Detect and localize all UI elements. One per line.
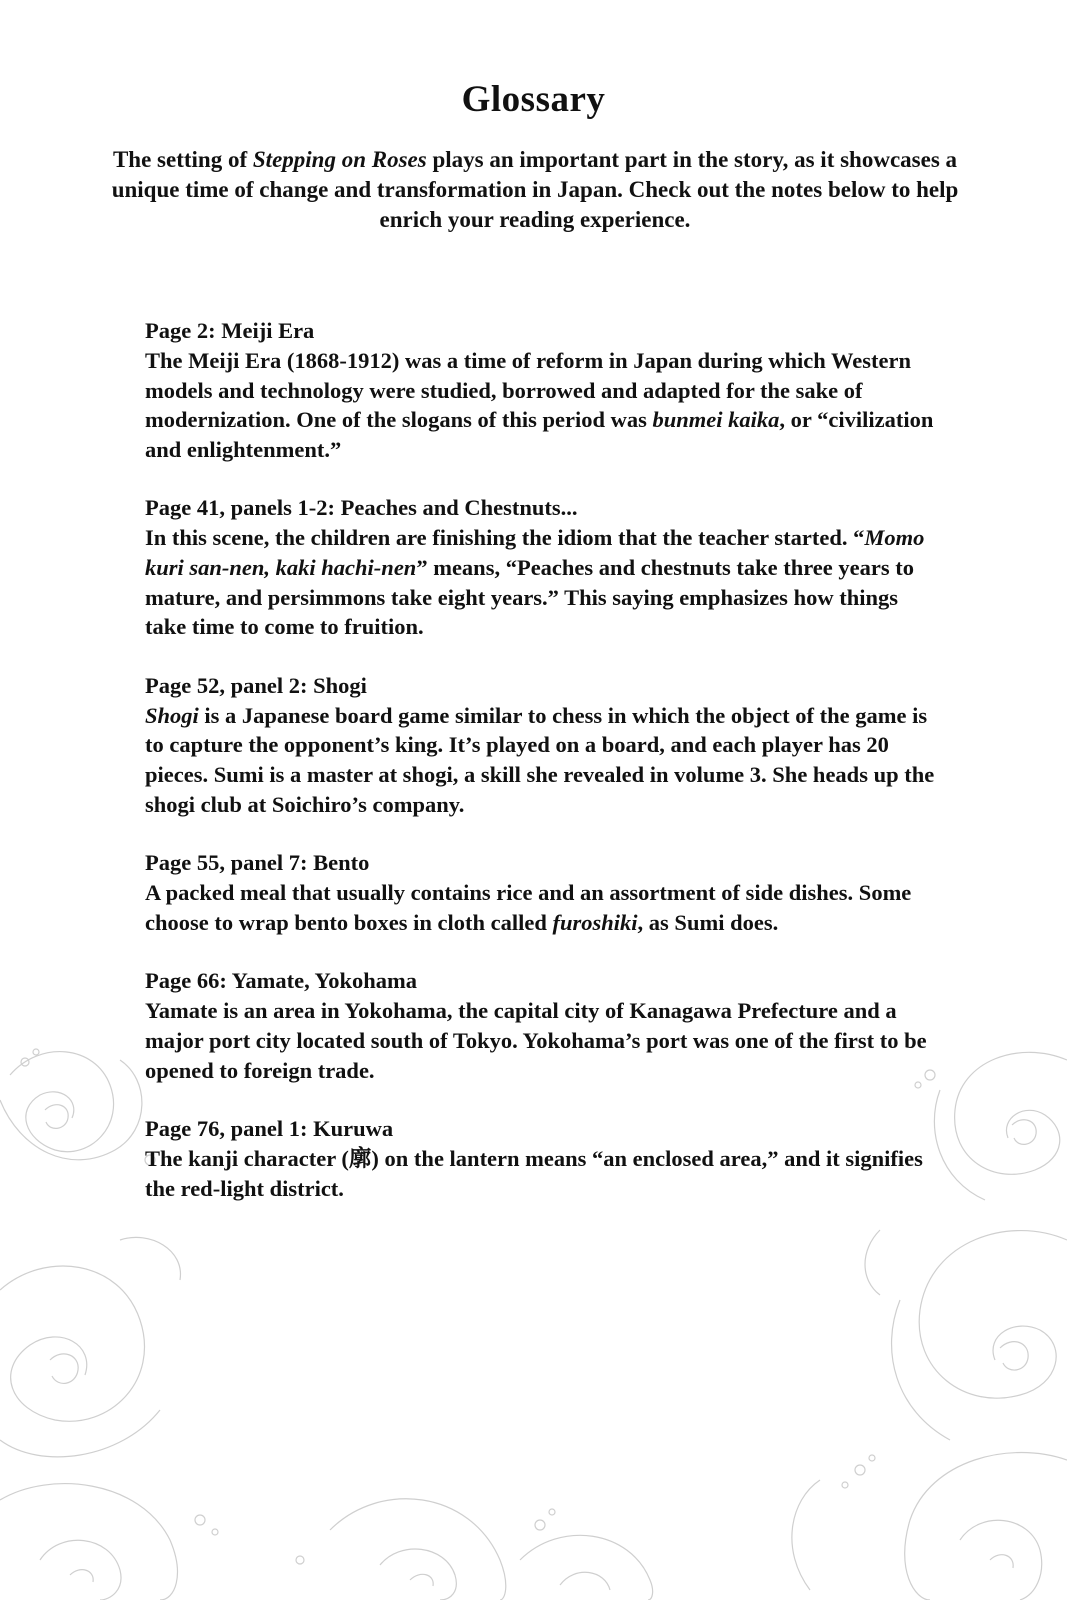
rose-left-top <box>0 1049 155 1165</box>
body-text: In this scene, the children are finishing the idiom that the teacher started. “ <box>145 525 865 551</box>
body-text: is a Japanese board game similar to chess in which the object of the game is to capture the opponent’s king. It’s played on a board, and each player has 20 pieces. Sumi is a master at shogi, a skill she revealed in volume 3. She heads up the shogi club at Soichiro’s company. <box>145 702 935 817</box>
rose-left-bottom <box>0 1484 218 1600</box>
glossary-entry <box>145 671 935 819</box>
glossary-entry <box>145 493 935 641</box>
glossary-entry-list <box>145 316 935 1232</box>
glossary-entry-body <box>145 346 935 464</box>
glossary-entry-title: Page 55, panel 7: Bento <box>145 850 370 876</box>
glossary-entry-body <box>145 523 935 641</box>
rose-right-middle <box>865 1230 1067 1440</box>
page-title: Glossary <box>461 79 606 120</box>
glossary-entry <box>145 316 935 464</box>
italic-term: Momo kuri san-nen, kaki hachi-nen <box>145 525 925 580</box>
intro-text-start: The setting of <box>112 147 253 172</box>
rose-right-top <box>915 1052 1067 1200</box>
glossary-entry-title: Page 66: Yamate, Yokohama <box>145 968 418 994</box>
body-text: Yamate is an area in Yokohama, the capital city of Kanagawa Prefecture and a major port city located south of Tokyo. Yokohama’s port was one of the first to be opened to foreign trade. <box>145 998 927 1083</box>
intro-paragraph <box>110 145 960 235</box>
intro-book-title: Stepping on Roses <box>252 147 427 172</box>
intro-text-end: plays an important part in the story, as it showcases a unique time of change and transformation in Japan. Check out the notes below to help enrich your reading experience. <box>111 147 959 232</box>
italic-term: Shogi <box>145 702 199 728</box>
glossary-entry-body <box>145 701 935 819</box>
glossary-entry-body <box>145 996 935 1085</box>
body-text: The kanji character (廓) on the lantern means “an enclosed area,” and it signifies the red-light district. <box>145 1146 923 1201</box>
glossary-entry-title: Page 2: Meiji Era <box>145 318 315 343</box>
glossary-entry-body <box>145 878 935 937</box>
glossary-entry-body <box>145 1144 935 1203</box>
rose-left-middle <box>0 1237 180 1456</box>
glossary-entry-title: Page 76, panel 1: Kuruwa <box>145 1116 394 1142</box>
glossary-entry <box>145 848 935 937</box>
glossary-entry <box>145 966 935 1085</box>
body-text: ” means, “Peaches and chestnuts take three years to mature, and persimmons take eight years.” This saying emphasizes how things take time to come to fruition. <box>145 554 914 640</box>
body-text: , as Sumi does. <box>637 909 779 935</box>
body-text: A packed meal that usually contains rice and an assortment of side dishes. Some choose to wrap bento boxes in cloth called <box>145 880 912 935</box>
rose-bottom-center <box>296 1499 653 1600</box>
glossary-entry <box>145 1114 935 1203</box>
rose-right-bottom <box>792 1453 1067 1600</box>
italic-term: bunmei kaika <box>652 407 780 433</box>
body-text: The Meiji Era (1868-1912) was a time of reform in Japan during which Western models and technology were studied, borrowed and adapted for the sake of modernization. One of the slogans of this period was <box>145 348 911 433</box>
body-text: , or “civilization and enlightenment.” <box>145 407 934 462</box>
glossary-entry-title: Page 41, panels 1-2: Peaches and Chestnuts... <box>145 495 578 521</box>
italic-term: furoshiki <box>552 909 638 935</box>
glossary-entry-title: Page 52, panel 2: Shogi <box>145 672 367 698</box>
